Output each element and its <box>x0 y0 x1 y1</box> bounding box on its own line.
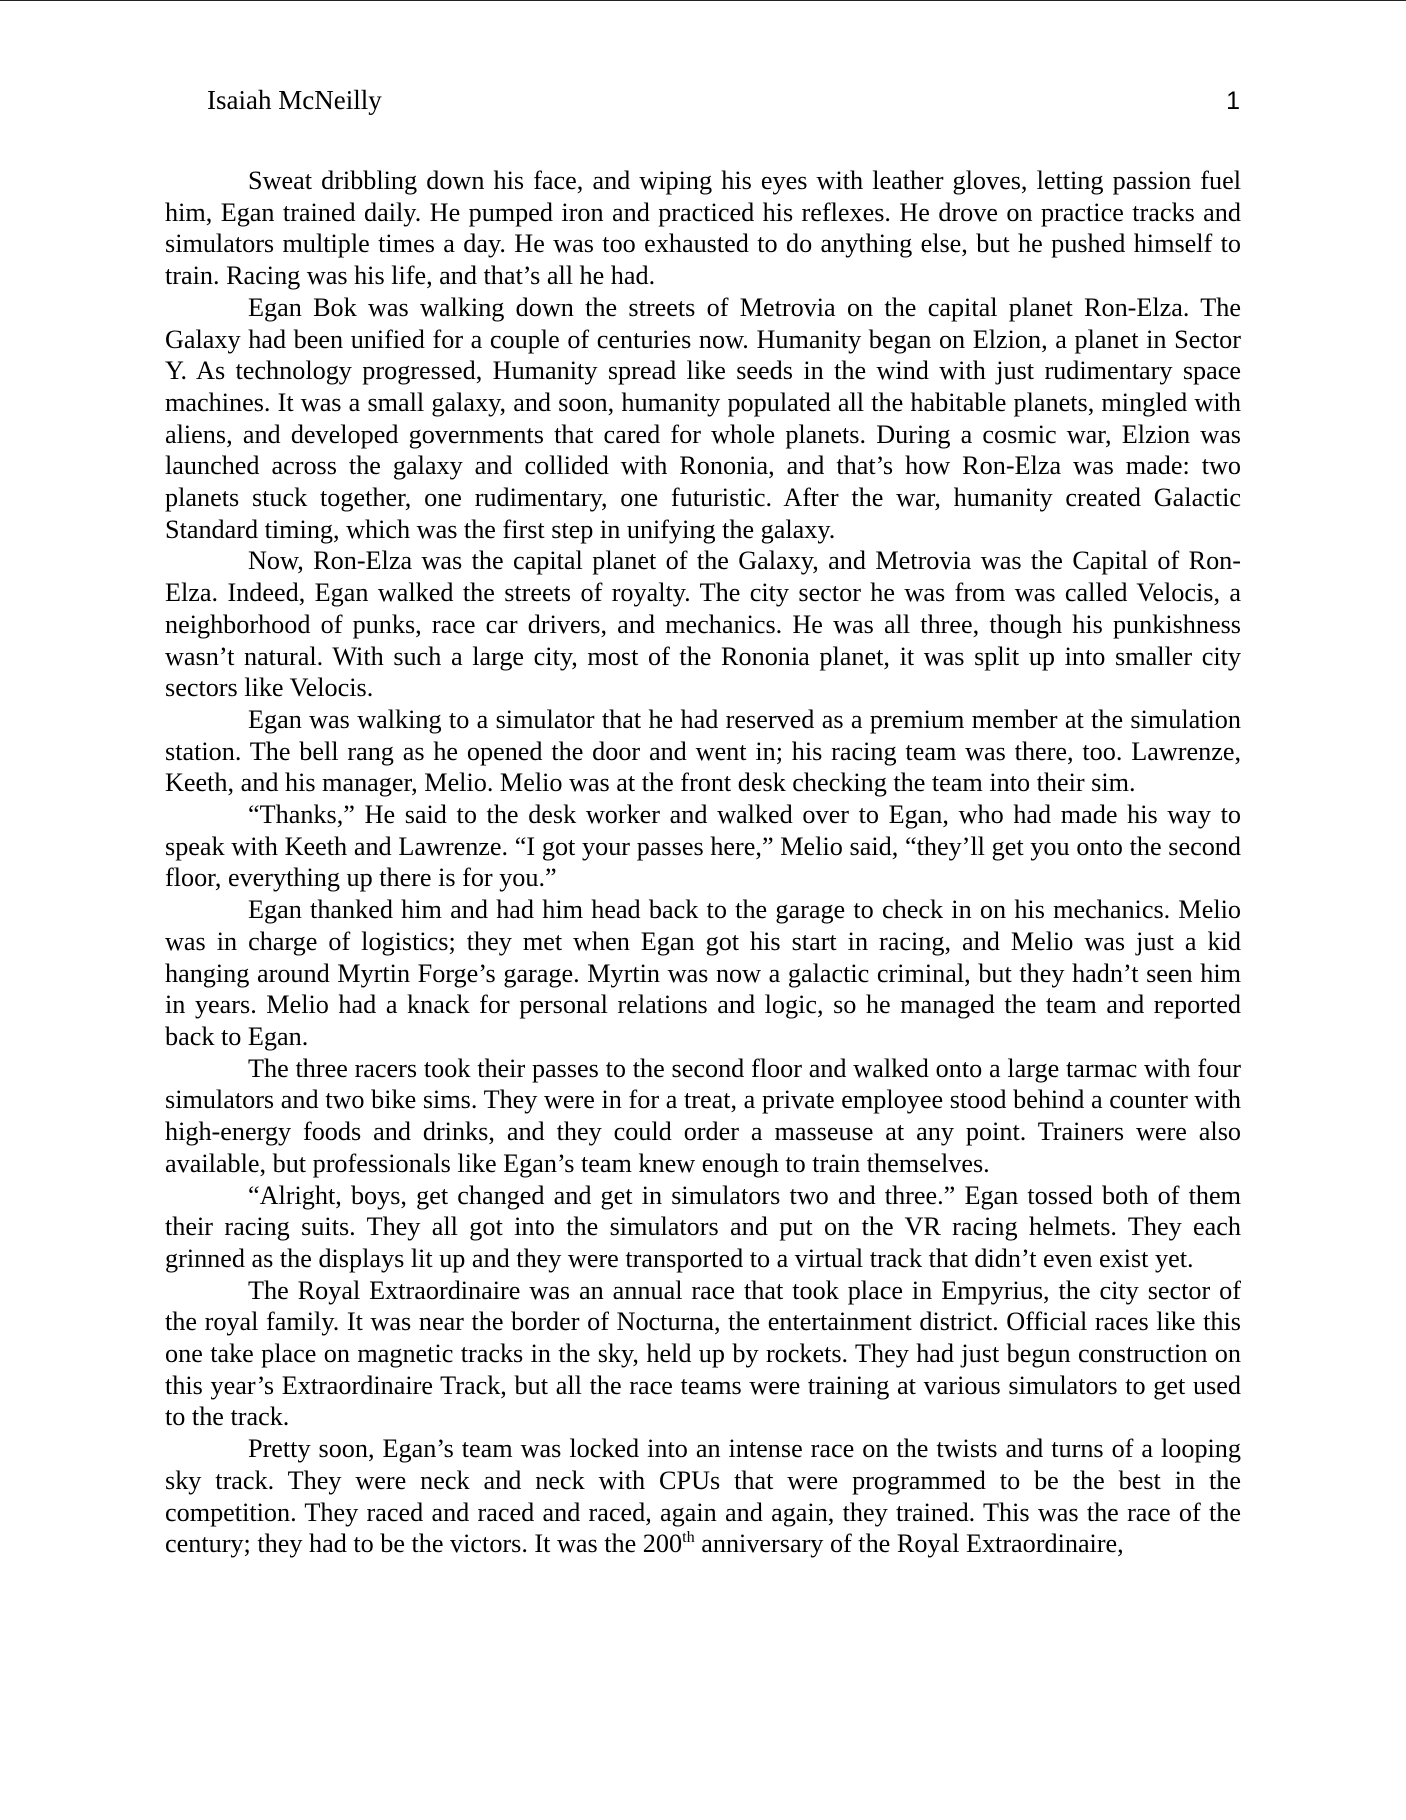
paragraph: “Thanks,” He said to the desk worker and walked over to Egan, who had made his way to speak with Keeth and Lawrenze. “I got your passes here,” Melio said, “they’ll get you onto the second floor, everything up there is for you.” <box>165 800 1241 893</box>
paragraph: “Alright, boys, get changed and get in simulators two and three.” Egan tossed both of them their racing suits. They all got into the simulators and put on the VR racing helmets. They each grinned as the displays lit up and they were transported to a virtual track that didn’t even exist yet. <box>165 1180 1241 1273</box>
paragraph: Egan was walking to a simulator that he had reserved as a premium member at the simulation station. The bell rang as he opened the door and went in; his racing team was there, too. Lawrenze, Keeth, and his manager, Melio. Melio was at the front desk checking the team into their sim. <box>165 704 1241 798</box>
paragraph: Egan Bok was walking down the streets of Metrovia on the capital planet Ron-Elza. The Galaxy had been unified for a couple of centuries now. Humanity began on Elzion, a planet in Sector Y. As technology progressed, Humanity spread like seeds in the wind with just rudimentary space machines. It was a small galaxy, and soon, humanity populated all the habitable planets, mingled with aliens, and developed governments that cared for whole planets. During a cosmic war, Elzion was launched across the galaxy and collided with Rononia, and that’s how Ron-Elza was made: two planets stuck together, one rudimentary, one futuristic. After the war, humanity created Galactic Standard timing, which was the first step in unifying the galaxy. <box>165 292 1241 544</box>
header-page-number: 1 <box>1226 87 1240 115</box>
body-text <box>165 165 1241 1560</box>
paragraph: Sweat dribbling down his face, and wiping his eyes with leather gloves, letting passion fuel him, Egan trained daily. He pumped iron and practiced his reflexes. He drove on practice tracks and simulators multiple times a day. He was too exhausted to do anything else, but he pushed himself to train. Racing was his life, and that’s all he had. <box>165 166 1241 291</box>
paragraph: Now, Ron-Elza was the capital planet of the Galaxy, and Metrovia was the Capital of Ron-Elza. Indeed, Egan walked the streets of royalty. The city sector he was from was called Velocis, a neighborhood of punks, race car drivers, and mechanics. He was all three, though his punkishness wasn’t natural. With such a large city, most of the Rononia planet, it was split up into smaller city sectors like Velocis. <box>165 546 1241 703</box>
ordinal-superscript: th <box>682 1528 695 1547</box>
paragraph: Egan thanked him and had him head back to the garage to check in on his mechanics. Melio was in charge of logistics; they met when Egan got his start in racing, and Melio was just a kid hanging around Myrtin Forge’s garage. Myrtin was now a galactic criminal, but they hadn’t seen him in years. Melio had a knack for personal relations and logic, so he managed the team and reported back to Egan. <box>165 895 1241 1051</box>
paragraph: The three racers took their passes to the second floor and walked onto a large tarmac with four simulators and two bike sims. They were in for a treat, a private employee stood behind a counter with high-energy foods and drinks, and they could order a masseuse at any point. Trainers were also available, but professionals like Egan’s team knew enough to train themselves. <box>165 1053 1241 1178</box>
header-author-name: Isaiah McNeilly <box>207 85 382 115</box>
paragraph-text: anniversary of the Royal Extraordinaire, <box>694 1529 1124 1559</box>
paragraph: The Royal Extraordinaire was an annual race that took place in Empyrius, the city sector of the royal family. It was near the border of Nocturna, the entertainment district. Official races like this one take place on magnetic tracks in the sky, held up by rockets. They had just begun construction on this year’s Extraordinaire Track, but all the race teams were training at various simulators to get used to the track. <box>165 1275 1241 1432</box>
paragraph-last <box>165 1433 1241 1560</box>
paragraph-text: Pretty soon, Egan’s team was locked into an intense race on the twists and turns of a looping sky track. They were neck and neck with CPUs that were programmed to be the best in the competition. They raced and raced and raced, again and again, they trained. This was the race of the century; they had to be the victors. It was the 200 <box>165 1434 1241 1559</box>
